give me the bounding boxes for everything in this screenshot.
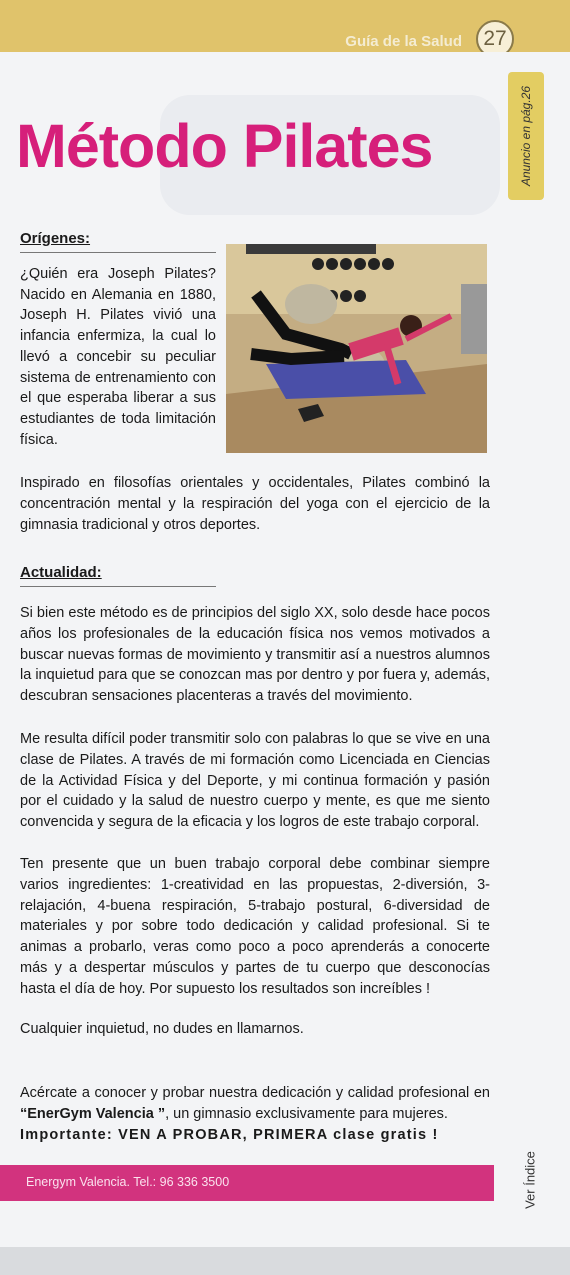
pilates-photo [226,244,487,453]
index-link-label: Ver Índice [522,1151,538,1209]
footer-contact: Energym Valencia. Tel.: 96 336 3500 [26,1175,230,1189]
invite-text: Acércate a conocer y probar nuestra dedicación y calidad profesional en [20,1085,490,1101]
current-heading: Actualidad: [20,564,216,587]
current-paragraph-5 [20,1083,490,1125]
current-paragraph-1: Si bien este método es de principios del siglo XX, solo desde hace pocos años los profesionales de la educación física nos vemos motivados a buscar nuevas formas de movimiento y transmitir así a nuestros alumnos la inquietud para que se conozcan mas por dentro y por fuera y, además, descubran sensaciones placenteras a través del movimiento. [20,605,490,705]
page-edge [0,1247,570,1275]
side-ad-tab[interactable] [508,72,544,200]
current-paragraph-2: Me resulta difícil poder transmitir solo con palabras lo que se vive en una clase de Pilates. A través de mi formación como Licenciada en Ciencias de la Actividad Física y del Deporte, y mi continua formación y pasión por el cuidado y la salud de nuestro cuerpo y mente, es que me siento convencida y segura de la eficacia y los logros de este trabajo corporal. [20,731,490,831]
current-paragraph-3: Ten presente que un buen trabajo corporal debe combinar siempre varios ingredientes: 1-creatividad en las propuestas, 2-diversión, 3-relajación, 4-buena respiración, 5-trabajo postural, 6-diversidad de materiales y por sobre todo dedicación y calidad profesional. Si te animas a probarlo, veras como poco a poco aprenderás a conocerte más y a despertar músculos y partes de tu cuerpo que desconocías hasta el día de hoy. Por supuesto los resultados son increíbles ! [20,856,490,997]
header-title: Guía de la Salud [345,33,462,50]
current-paragraph-4: Cualquier inquietud, no dudes en llamarnos. [20,1021,304,1037]
origins-paragraph-2: Inspirado en filosofías orientales y occidentales, Pilates combinó la concentración mental y la respiración del yoga con el ejercicio de la gimnasia tradicional y otros deportes. [20,475,490,533]
origins-heading: Orígenes: [20,230,216,253]
article-title: Método Pilates [16,112,433,180]
side-ad-label: Anuncio en pág.26 [519,85,533,187]
gym-name: “EnerGym Valencia ” [20,1105,166,1122]
page-number: 27 [476,20,514,58]
important-note: Importante: VEN A PROBAR, PRIMERA clase gratis ! [20,1127,439,1143]
invite-text-end: , un gimnasio exclusivamente para mujeres. [165,1105,448,1122]
origins-paragraph: ¿Quién era Joseph Pilates? Nacido en Alemania en 1880, Joseph H. Pilates vivió una infancia enfermiza, la cual lo llevó a concebir su peculiar sistema de entrenamiento con el que esperaba liberar a sus estudiantes de toda limitación física. [20,266,216,448]
index-link[interactable] [510,1140,550,1220]
